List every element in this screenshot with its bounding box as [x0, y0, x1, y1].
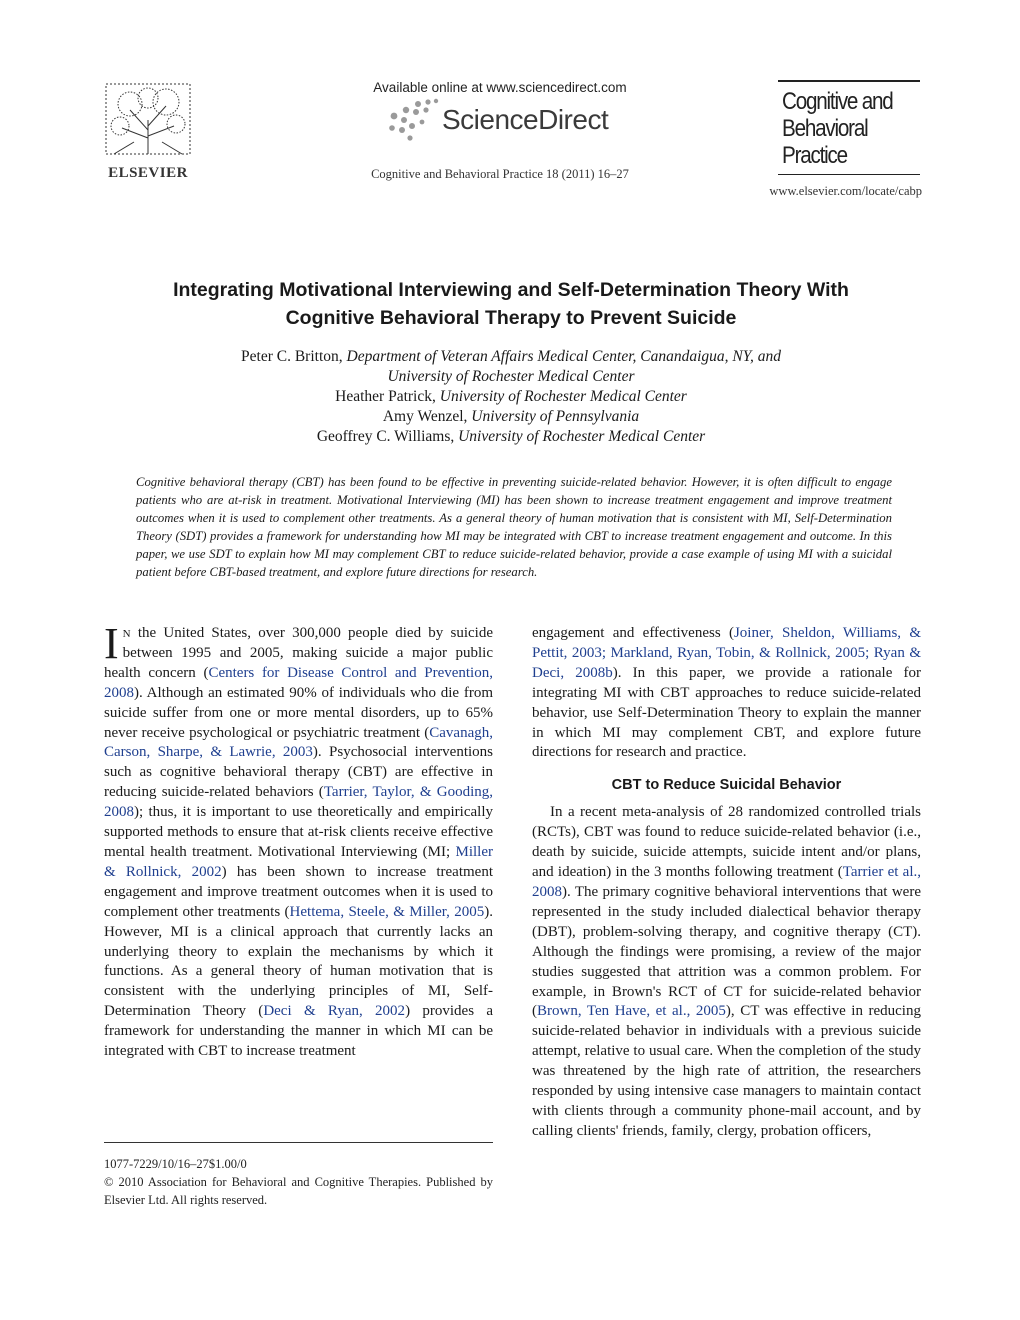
citation-link[interactable]: Miller & Rollnick, 2002	[104, 843, 493, 880]
body-paragraph	[532, 803, 921, 1141]
title-line: Cognitive Behavioral Therapy to Prevent Suicide	[285, 307, 737, 329]
body-text: ). However, MI is a clinical approach that currently lacks an underlying theory to explain the mechanisms by which it functions. As a general theory of human motivation that is consistent with the underlying principles of MI, Self-Determination Theory (	[104, 903, 493, 1020]
author-affiliation: Department of Veteran Affairs Medical Center, Canandaigua, NY, and	[346, 348, 781, 365]
abstract: Cognitive behavioral therapy (CBT) has been found to be effective in preventing suicide-related behavior. However, it is often difficult to engage patients who are at-risk in treatment. Motivational Interviewing (MI) has been shown to increase treatment engagement and improve treatment outcomes when it is used to complement other treatments. As a general theory of human motivation that is consistent with MI, Self-Determination Theory (SDT) provides a framework for understanding how MI may be integrated with CBT to increase treatment engagement and outcome. In this paper, we use SDT to explain how MI may complement CBT to reduce suicide-related behavior, provide a case example of using MI with a suicidal patient before CBT-based treatment, and explore future directions for research.	[136, 475, 892, 579]
sciencedirect-dots-icon	[384, 98, 442, 142]
author-line	[100, 427, 922, 447]
author-line	[100, 347, 922, 367]
citation-link[interactable]: Cavanagh, Carson, Sharpe, & Lawrie, 2003	[104, 724, 493, 761]
journal-logo-line: Practice	[782, 142, 847, 169]
body-text: ); thus, it is important to use theoretically and empirically supported methods to ensure that at-risk clients receive effective mental health treatment. Motivational Interviewing (MI;	[104, 804, 493, 860]
footnote-divider	[104, 1142, 493, 1143]
citation-link[interactable]: Hettema, Steele, & Miller, 2005	[289, 903, 485, 920]
sciencedirect-wordmark: ScienceDirect	[442, 104, 609, 135]
journal-logo	[778, 80, 920, 175]
body-text: ) has been shown to increase treatment engagement and improve treatment outcomes when it is used to complement other treatments (	[104, 863, 493, 920]
body-text: ), CT was effective in reducing suicide-related behavior in individuals with a previous suicide attempt, relative to usual care. When the completion of the study was threatened by the high rate of attrition, the researchers responded by using intensive case managers to maintain contact with clients through a community phone-mail account, and by calling clients' friends, family, clergy, probation officers,	[532, 1003, 921, 1139]
elsevier-wordmark: ELSEVIER	[108, 165, 188, 181]
body-text: engagement and effectiveness (	[532, 625, 734, 641]
sciencedirect-logo	[384, 98, 634, 142]
citation-link[interactable]: Tarrier, Taylor, & Gooding, 2008	[104, 784, 494, 821]
footnote-line: © 2010 Association for Behavioral and Cognitive Therapies. Published by Elsevier Ltd. All rights reserved.	[104, 1175, 493, 1207]
author-affiliation: University of Pennsylvania	[471, 408, 640, 425]
author-name: Geoffrey C. Williams,	[316, 428, 455, 445]
citation-link[interactable]: Joiner, Sheldon, Williams, & Pettit, 2003; Markland, Ryan, Tobin, & Rollnick, 2005; Ryan & Deci, 2008b	[532, 625, 921, 681]
author-name: Heather Patrick,	[335, 388, 436, 405]
body-text: ). Psychosocial interventions such as cognitive behavioral therapy (CBT) are effective in reducing suicide-related behaviors (	[104, 744, 493, 801]
elsevier-tree-icon	[100, 80, 196, 164]
body-column-left	[104, 619, 494, 1062]
body-text: In a recent meta-analysis of 28 randomized controlled trials (RCTs), CBT was found to reduce suicide-related behavior (i.e., death by suicide, suicide attempts, suicide intent and/or plans, and ideation) in the 3 months following treatment (	[532, 804, 921, 881]
available-online-text: Available online at www.sciencedirect.com	[373, 80, 627, 95]
journal-citation: Cognitive and Behavioral Practice 18 (2011) 16–27	[371, 167, 629, 181]
body-text: the United States, over 300,000 people died by suicide between 1995 and 2005, making suicide a major public health concern (	[104, 625, 493, 681]
small-caps-text: n	[122, 625, 131, 641]
author-list	[100, 347, 922, 447]
author-name: Peter C. Britton,	[241, 348, 343, 365]
author-name: Amy Wenzel,	[382, 408, 468, 425]
author-line	[100, 407, 922, 427]
body-paragraph	[532, 624, 921, 763]
elsevier-logo	[100, 80, 196, 182]
footnote	[104, 1155, 493, 1209]
citation-link[interactable]: Brown, Ten Have, et al., 2005	[537, 1003, 726, 1020]
title-line: Integrating Motivational Interviewing and Self-Determination Theory With	[173, 279, 849, 301]
author-affiliation: University of Rochester Medical Center	[439, 388, 687, 405]
author-affiliation: University of Rochester Medical Center	[387, 368, 635, 385]
author-affiliation: University of Rochester Medical Center	[458, 428, 706, 445]
drop-cap: I	[104, 619, 119, 668]
journal-logo-line: Behavioral	[782, 115, 868, 142]
body-text: ). In this paper, we provide a rationale for integrating MI with CBT approaches to reduce suicide-related behavior, use Self-Determination Theory to explain the manner in which MI may complement CBT, and explore future directions for research and practice.	[532, 664, 921, 761]
body-text: ). Although an estimated 90% of individuals who die from suicide suffer from one or more mental disorders, up to 65% never receive psychological or psychiatric treatment (	[104, 684, 493, 741]
body-text: ). The primary cognitive behavioral interventions that were represented in the study included dialectical behavior therapy (DBT), problem-solving therapy, and cognitive therapy (CT). Although the findings were promising, a review of the major studies suggested that attrition was a common problem. For example, in Brown's RCT of CT for suicide-related behavior (	[532, 883, 921, 1020]
footnote-line: 1077-7229/10/16–27$1.00/0	[104, 1157, 247, 1171]
citation-link[interactable]: Tarrier et al., 2008	[532, 864, 921, 900]
author-line	[100, 387, 922, 407]
body-text: ) provides a framework for understanding the manner in which MI can be integrated with CBT to increase treatment	[104, 1003, 494, 1060]
intro-paragraph	[104, 619, 494, 1062]
citation-link[interactable]: Centers for Disease Control and Prevention, 2008	[104, 664, 493, 701]
article-title	[100, 276, 922, 332]
citation-link[interactable]: Deci & Ryan, 2002	[263, 1003, 406, 1020]
body-column-right	[532, 624, 921, 1142]
journal-url-link[interactable]: www.elsevier.com/locate/cabp	[769, 184, 922, 198]
section-heading: CBT to Reduce Suicidal Behavior	[611, 777, 842, 794]
author-line	[100, 367, 922, 387]
journal-logo-line: Cognitive and	[782, 88, 893, 115]
